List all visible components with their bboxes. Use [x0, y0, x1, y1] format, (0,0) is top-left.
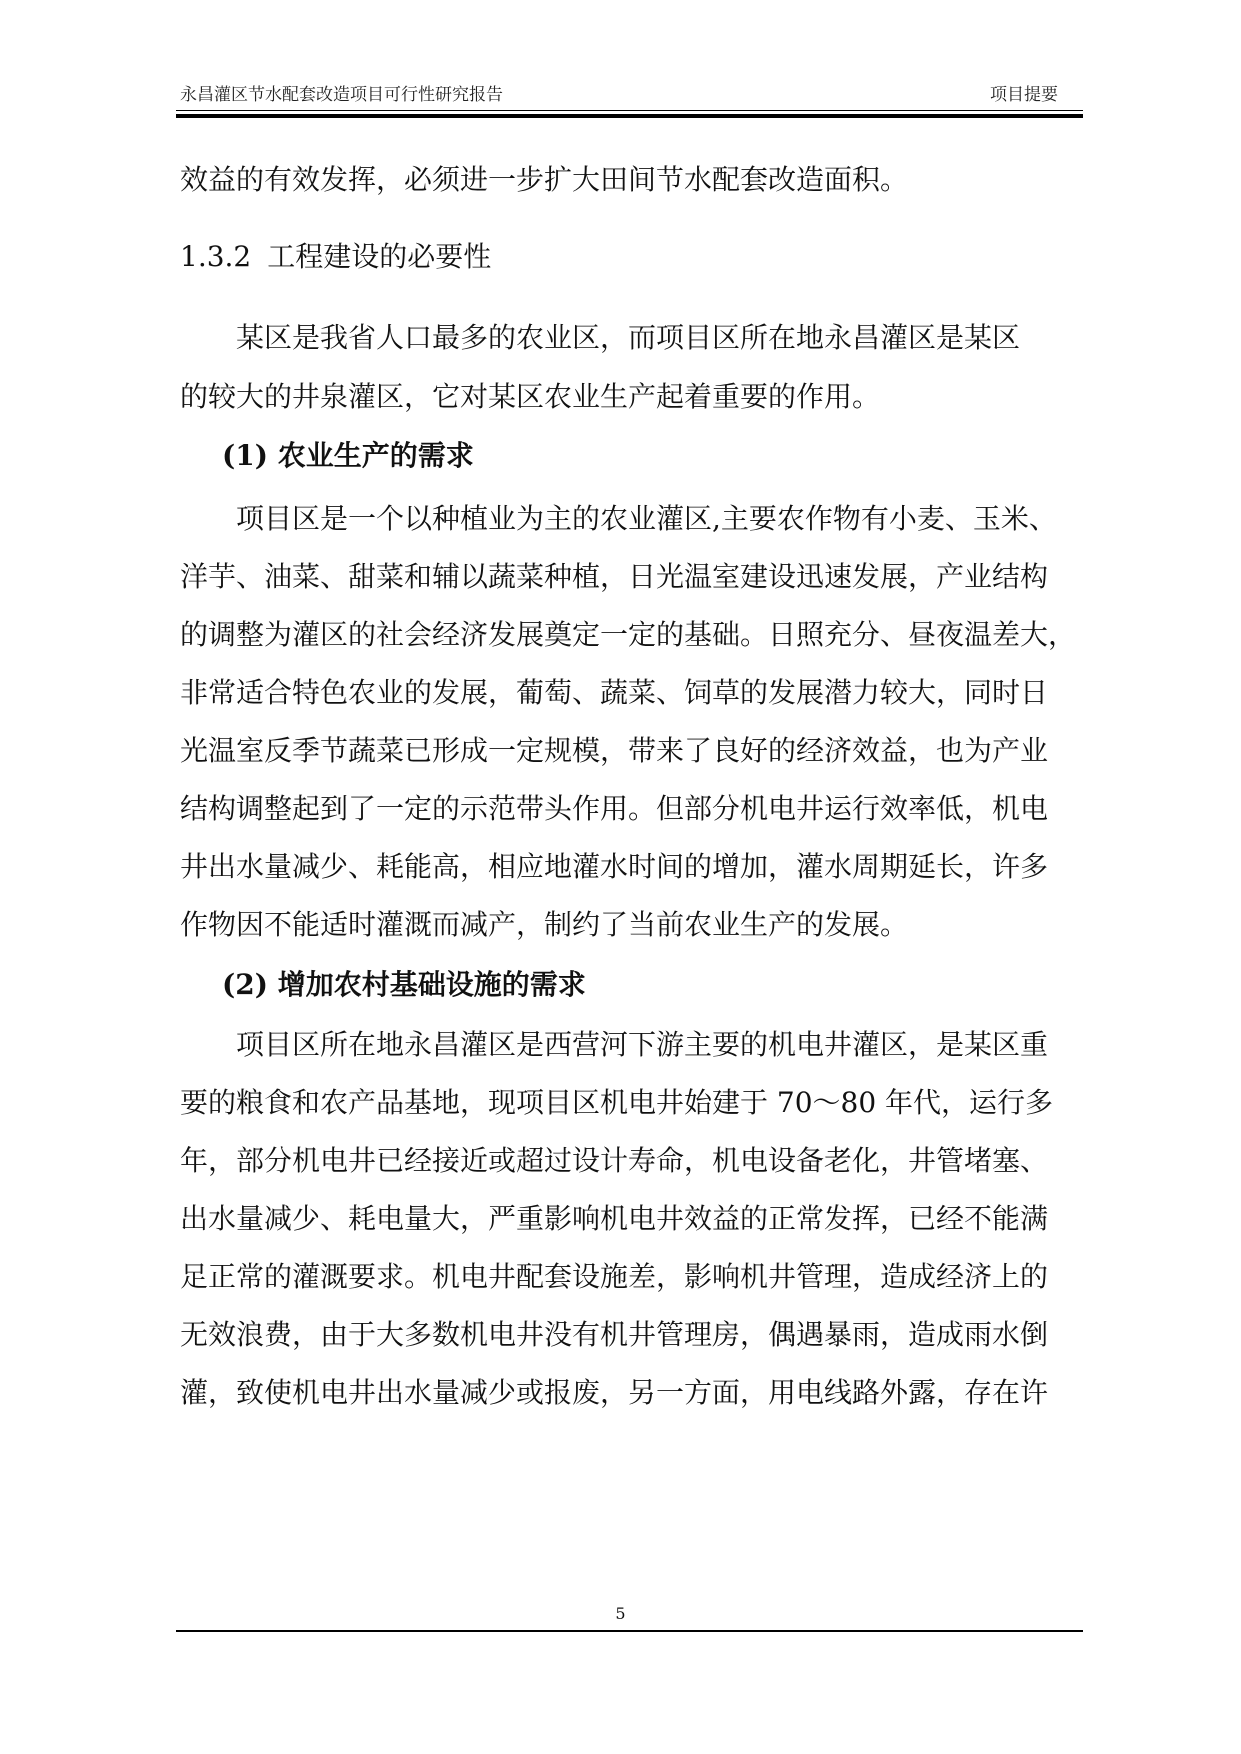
header-rule-thin: [176, 110, 1083, 111]
para3-line: 无效浪费，由于大多数机电井没有机井管理房，偶遇暴雨，造成雨水倒: [180, 1318, 1049, 1351]
header-section-label: 项目提要: [990, 85, 1058, 105]
para2-line: 作物因不能适时灌溉而减产，制约了当前农业生产的发展。: [180, 908, 909, 941]
section-heading: [180, 240, 492, 273]
subheading-agriculture: (1) 农业生产的需求: [222, 439, 474, 472]
para2-line: 非常适合特色农业的发展，葡萄、蔬菜、饲草的发展潜力较大，同时日: [180, 676, 1049, 709]
para3-line: 年，部分机电井已经接近或超过设计寿命，机电设备老化，井管堵塞、: [180, 1144, 1049, 1177]
subheading-infrastructure: (2) 增加农村基础设施的需求: [222, 968, 586, 1001]
para1-line: 的较大的井泉灌区，它对某区农业生产起着重要的作用。: [180, 380, 881, 413]
header-document-title: 永昌灌区节水配套改造项目可行性研究报告: [180, 85, 503, 105]
para3-line: 出水量减少、耗电量大，严重影响机电井效益的正常发挥，已经不能满: [180, 1202, 1049, 1235]
para3-line: 足正常的灌溉要求。机电井配套设施差，影响机井管理，造成经济上的: [180, 1260, 1049, 1293]
para2-line: 井出水量减少、耗能高，相应地灌水时间的增加，灌水周期延长，许多: [180, 850, 1049, 883]
header-rule-thick: [176, 114, 1083, 118]
para2-line: 的调整为灌区的社会经济发展奠定一定的基础。日照充分、昼夜温差大，: [180, 618, 1077, 651]
para2-line: 结构调整起到了一定的示范带头作用。但部分机电井运行效率低，机电: [180, 792, 1049, 825]
footer-rule: [176, 1630, 1083, 1632]
section-number: 1.3.2: [180, 240, 252, 273]
para3-line: 灌，致使机电井出水量减少或报废，另一方面，用电线路外露，存在许: [180, 1376, 1049, 1409]
para1-line: 某区是我省人口最多的农业区，而项目区所在地永昌灌区是某区: [180, 321, 1021, 354]
page-number: 5: [615, 1604, 626, 1623]
intro-line: 效益的有效发挥，必须进一步扩大田间节水配套改造面积。: [180, 163, 909, 196]
para2-line: 洋芋、油菜、甜菜和辅以蔬菜种植，日光温室建设迅速发展，产业结构: [180, 560, 1049, 593]
para3-line: 要的粮食和农产品基地，现项目区机电井始建于 70～80 年代，运行多: [180, 1086, 1054, 1119]
section-title: 工程建设的必要性: [267, 240, 492, 273]
para3-line: 项目区所在地永昌灌区是西营河下游主要的机电井灌区，是某区重: [180, 1028, 1049, 1061]
para2-line: 项目区是一个以种植业为主的农业灌区,主要农作物有小麦、玉米、: [180, 502, 1057, 535]
para2-line: 光温室反季节蔬菜已形成一定规模，带来了良好的经济效益，也为产业: [180, 734, 1049, 767]
